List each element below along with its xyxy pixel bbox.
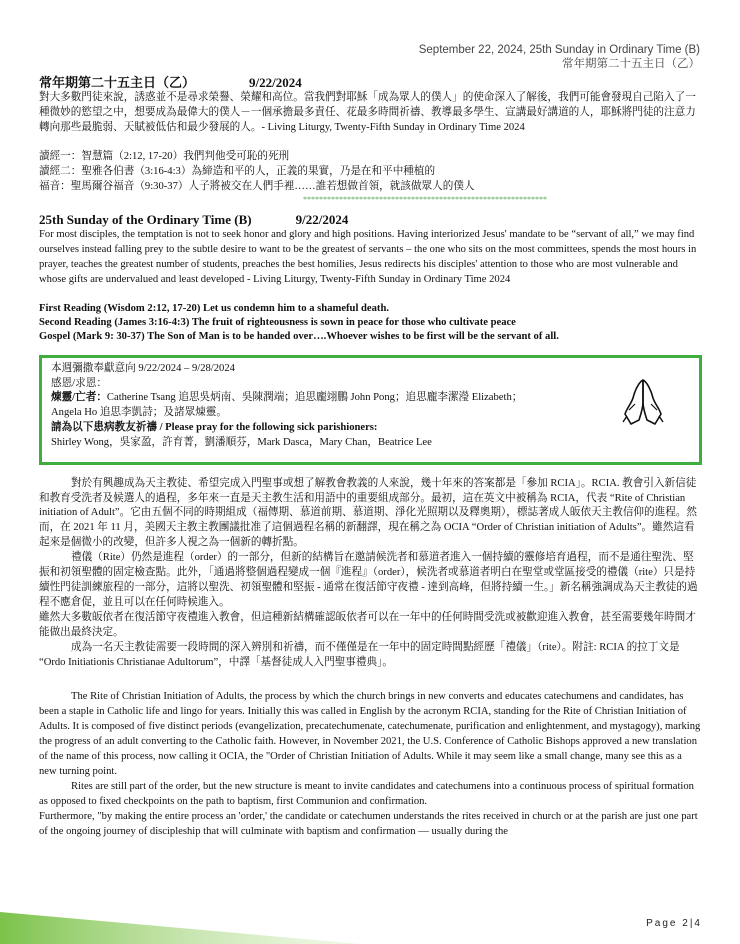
en-gospel: Gospel (Mark 9: 30-37) The Son of Man is to be handed over….Whoever wishes to be first will be the servant of all. <box>39 331 559 343</box>
spacer <box>39 670 701 690</box>
rcia-en-paragraph-2: Rites are still part of the order, but the new structure is meant to invite candidates and catechumens into a continuous process of spiritual formation as opposed to fixed checkpoints on the path to baptism, first Communion and confirmation. <box>39 780 694 807</box>
header-line-chinese: 常年期第二十五主日（乙） <box>562 58 700 70</box>
mass-box-thanks: 感恩/求恩： <box>51 377 107 389</box>
rcia-zh-paragraph-4: 成為一名天主教徒需要一段時間的深入辨別和祈禱，而不僅僅是在一年中的固定時間點經歷「禮儀」（rite）。附註: RCIA 的拉丁文是 “Ordo Initiationis Christianae Adultorum”，中譯「基督徒成人入門聖事禮典」。 <box>39 641 680 668</box>
spacer <box>39 288 701 302</box>
zh-first-reading: 讀經一：智慧篇（2:12, 17-20）我們判他受可恥的死刑 <box>39 150 290 162</box>
deceased-label: 煉靈/亡者： <box>51 392 107 404</box>
rcia-en-paragraph-3: Furthermore, "by making the entire process an 'order,' the candidate or catechumen understands the rites received in church or at the parish are just one part of the ongoing journey of discipleship that will culminate with baptism and confirmation — usually during the <box>39 810 698 837</box>
mass-box-deceased <box>51 391 691 406</box>
rcia-zh-paragraph-2: 禮儀（Rite）仍然是進程（order）的一部分，但新的結構旨在邀請候洗者和慕道者進入一個持續的靈修培育過程，而不是通往聖洗、堅振和初領聖體的固定檢查點。此外，「通過將整個過程變成一個『進程』（order），候洗者或慕道者明白在聖堂或堂區接受的禮儀（rite）只是持續性門徒訓練旅程的一部分，這將以聖洗、初領聖體和堅振 - 通常在復活節守夜禮 - 達到高峰，但將持續一生。」新名稱強調成為天主教徒的過程不應倉促，並且可以在任何時候進入。 <box>39 552 698 608</box>
en-title-text: 25th Sunday of the Ordinary Time (B) <box>39 212 252 228</box>
zh-title-text: 常年期第二十五主日（乙） <box>39 75 196 90</box>
star-divider: ************************************************************* <box>303 195 547 205</box>
praying-hands-icon <box>621 376 665 428</box>
en-title-date: 9/22/2024 <box>295 212 349 228</box>
mass-intentions-box <box>39 355 702 465</box>
rcia-zh-paragraph-1: 對於有興趣成為天主教徒、希望完成入門聖事或想了解教會教義的人來說，幾十年來的答案都是「參加 RCIA」。RCIA. 教會引入新信徒和教育受洗者及候選人的過程，多年來一直是天主教生活和用語中的重要組成部分。最初，這在英文中被稱為 RCIA，代表 “Rite of Christian initiation of Adult”。它由五個不同的時期組成（福傳期、慕道前期、慕道期、淨化光照期以及釋奧期），標誌著成人皈依天主教信仰的進程。然而，在 2021 年 11 月，美國天主教主教團議批准了這個過程名稱的新翻譯，現在稱之為 OCIA “Order of Christian initiation of Adults”。雖然這看起來是個微小的改變，但許多人視之為一個新的轉折點。 <box>39 477 697 549</box>
zh-title-date: 9/22/2024 <box>249 75 302 90</box>
decorative-green-wedge <box>0 904 360 944</box>
en-first-reading: First Reading (Wisdom 2:12, 17-20) Let us condemn him to a shameful death. <box>39 303 389 315</box>
spacer <box>39 136 701 150</box>
sick-label: 請為以下患病教友祈禱 / Please pray for the following sick parishioners: <box>51 422 378 434</box>
zh-second-reading: 讀經二：聖雅各伯書（3:16-4:3）為締造和平的人，正義的果實，乃是在和平中種植的 <box>39 165 436 177</box>
zh-section-title <box>39 74 701 91</box>
zh-intro: 對大多數門徒來說，誘惑並不是尋求榮譽、榮耀和高位。當我們對耶穌「成為眾人的僕人」的使命深入了解後，我們可能會發現自己陷入了一種微妙的慾望之中，想要成為最偉大的僕人－一個承擔最多責任、花最多時間祈禱、教導最多學生、宣講最好講道的人，耶穌將門徒的注意力轉向那些最脆弱、天賦被低估和最少發展的人。- Living Liturgy, Twenty-Fifth Sunday in Ordinary Time 2024 <box>39 92 696 133</box>
rcia-zh-paragraph-3: 雖然大多數皈依者在復活節守夜禮進入教會，但這種新結構確認皈依者可以在一年中的任何時間受洗或被歡迎進入教會，甚至需要幾年時間才能做出最終決定。 <box>39 611 696 638</box>
deceased-text: Catherine Tsang 追思吳炳南、吳陳潤端；追思龐翊鵬 John Pong；追思龐李潔瀅 Elizabeth； <box>106 392 523 404</box>
mass-box-heading: 本週彌撒奉獻意向 9/22/2024 – 9/28/2024 <box>51 362 235 374</box>
zh-gospel: 福音：聖馬爾谷福音（9:30-37）人子將被交在人們手裡……誰若想做首領，就該做眾人的僕人 <box>39 180 475 192</box>
mass-box-deceased-cont: Angela Ho 追思李凱詩；及諸眾煉靈。 <box>51 407 227 419</box>
rcia-en-paragraph-1: The Rite of Christian Initiation of Adults, the process by which the church brings in new converts and educates catechumens and candidates, has been a staple in Catholic life and lingo for years. Initially this was called in English by the acronym RCIA, standing for the Rite of Christian Initiation of Adults. It is composed of five distinct periods (evangelization, precatechumenate, catechumenate, purification and enlightenment, and mystagogy), marking the progress of an adult converting to the Catholic faith. However, in November 2021, the U.S. Conference of Catholic Bishops approved a new translation of the name of this process, now calling it OCIA, the "Order of Christian Initiation of Adults. While it may seem like a small change, many see this as a new turning point. <box>39 691 701 777</box>
header-line-english: September 22, 2024, 25th Sunday in Ordinary Time (B) <box>418 44 700 56</box>
page-number: Page 2|4 <box>646 918 702 929</box>
mass-box-sick-label <box>51 421 691 436</box>
main-content <box>39 74 701 840</box>
en-section-title <box>39 211 701 228</box>
spacer <box>39 465 701 477</box>
en-second-reading: Second Reading (James 3:16-4:3) The fruit of righteousness is sown in peace for those who cultivate peace <box>39 317 516 329</box>
en-intro: For most disciples, the temptation is not to seek honor and glory and high positions. Having interiorized Jesus' mandate to be “servant of all,” we may find ourselves instead falling prey to the subtle desire to want to be the greatest of servants – the one who sits on the most committees, spends the most hours in prayer, teaches the greatest number of students, preaches the best homilies, Jesus redirects his disciples' attention to those who are most vulnerable and whose gifts are undervalued and least developed - Living Liturgy, Twenty-Fifth Sunday in Ordinary Time 2024 <box>39 229 697 286</box>
mass-box-sick-names: Shirley Wong，吳家盈，許育菁，劉潘順芬，Mark Dasca，Mary Chan，Beatrice Lee <box>51 437 432 449</box>
page-header <box>419 43 700 71</box>
